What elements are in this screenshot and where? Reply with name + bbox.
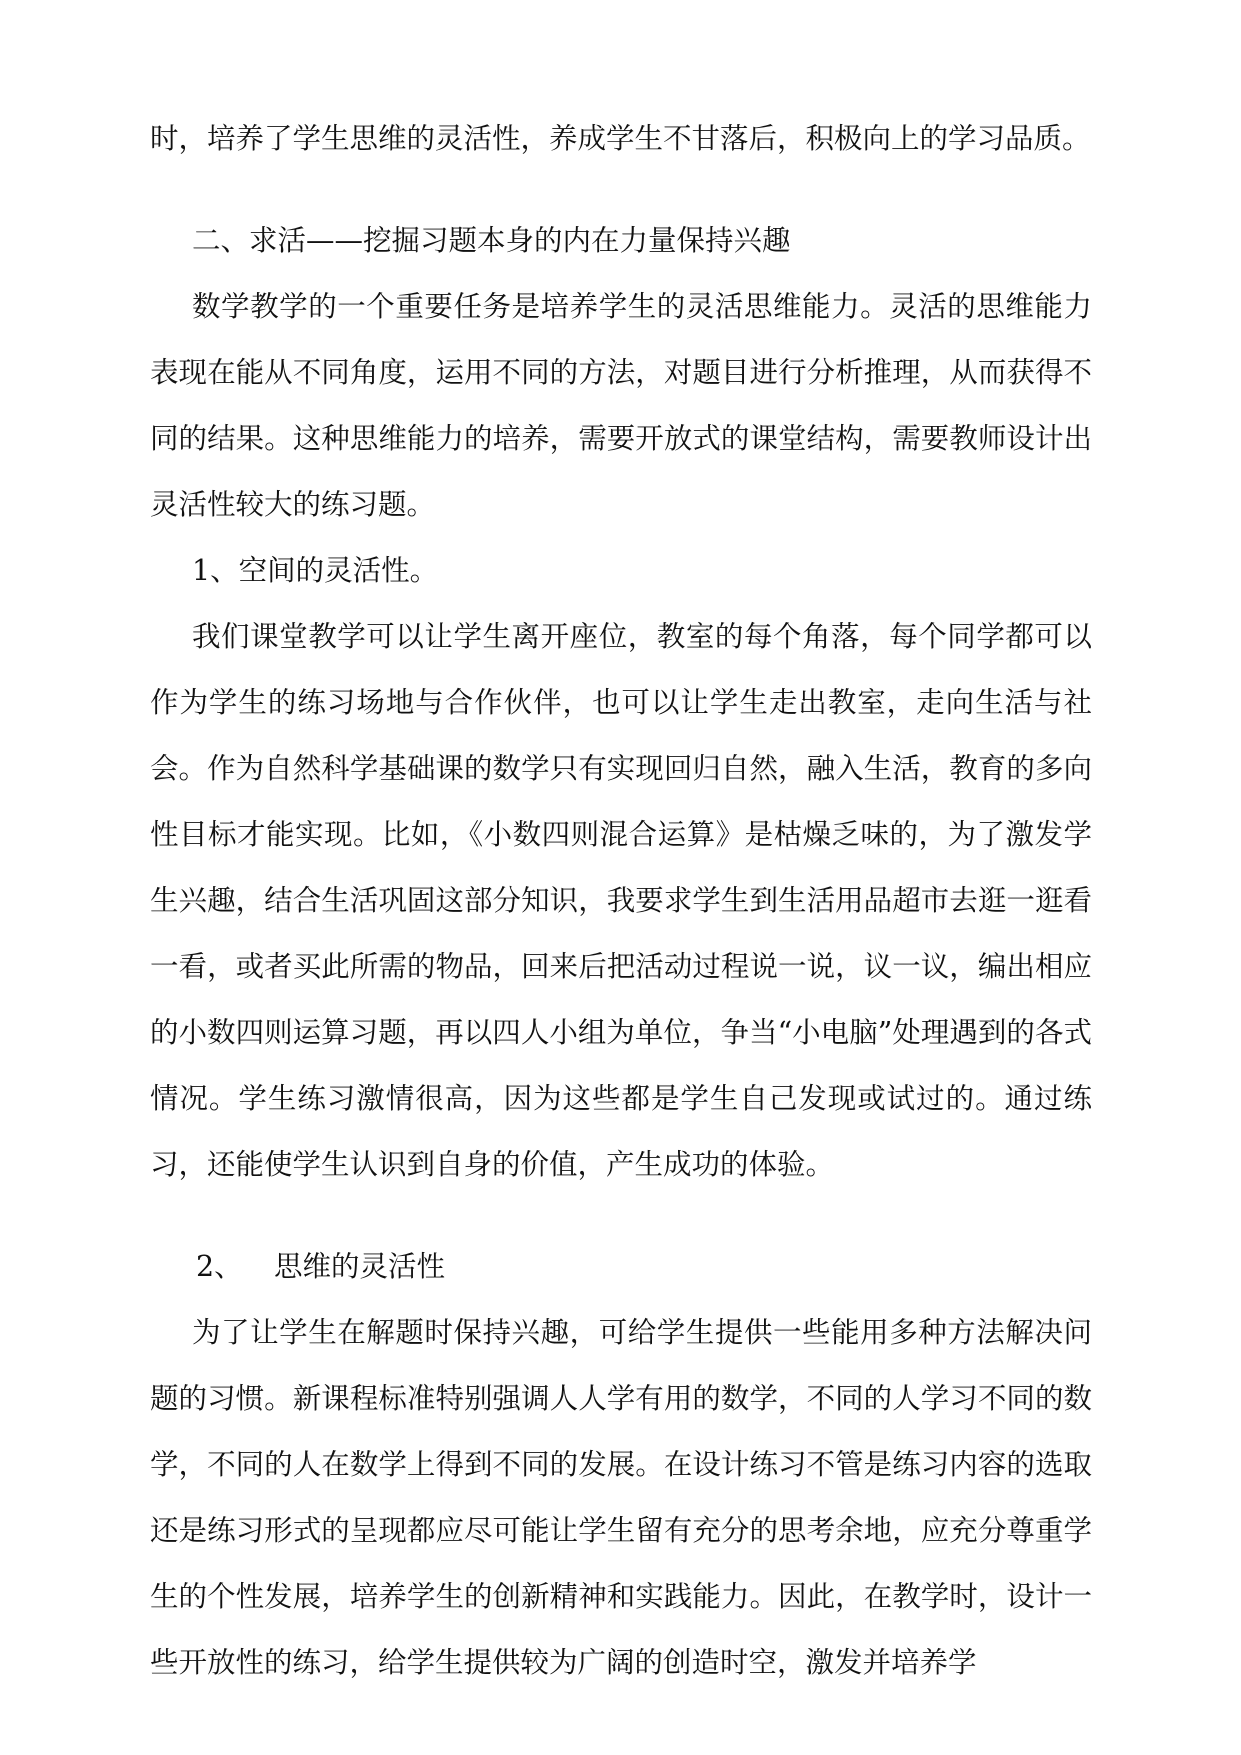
paragraph-continuation: 时，培养了学生思维的灵活性，养成学生不甘落后，积极向上的学习品质。 [150, 122, 1091, 155]
subsection-heading: 1、空间的灵活性。 [192, 554, 439, 587]
paragraph: 为了让学生在解题时保持兴趣，可给学生提供一些能用多种方法解决问题的习惯。新课程标准特别强调人人学有用的数学，不同的人学习不同的数学，不同的人在数学上得到不同的发展。在设计练习不管是练习内容的选取还是练习形式的呈现都应尽可能让学生留有充分的思考余地，应充分尊重学生的个性发展，培养学生的创新精神和实践能力。因此，在教学时，设计一些开放性的练习，给学生提供较为广阔的创造时空，激发并培养学 [150, 1316, 1092, 1679]
subsection-number: 2、 [196, 1250, 243, 1283]
subsection-heading [150, 1234, 1092, 1300]
document-body [150, 106, 1092, 1696]
paragraph: 我们课堂教学可以让学生离开座位，教室的每个角落，每个同学都可以作为学生的练习场地与合作伙伴，也可以让学生走出教室，走向生活与社会。作为自然科学基础课的数学只有实现回归自然，融入生活，教育的多向性目标才能实现。比如，《小数四则混合运算》是枯燥乏味的，为了激发学生兴趣，结合生活巩固这部分知识，我要求学生到生活用品超市去逛一逛看一看，或者买此所需的物品，回来后把活动过程说一说，议一议，编出相应的小数四则运算习题，再以四人小组为单位，争当“小电脑”处理遇到的各式情况。学生练习激情很高，因为这些都是学生自己发现或试过的。通过练习，还能使学生认识到自身的价值，产生成功的体验。 [150, 620, 1092, 1181]
subsection-title: 思维的灵活性 [274, 1250, 446, 1283]
paragraph: 数学教学的一个重要任务是培养学生的灵活思维能力。灵活的思维能力表现在能从不同角度，运用不同的方法，对题目进行分析推理，从而获得不同的结果。这种思维能力的培养，需要开放式的课堂结构，需要教师设计出灵活性较大的练习题。 [150, 290, 1092, 521]
section-heading: 二、求活——挖掘习题本身的内在力量保持兴趣 [192, 224, 791, 257]
